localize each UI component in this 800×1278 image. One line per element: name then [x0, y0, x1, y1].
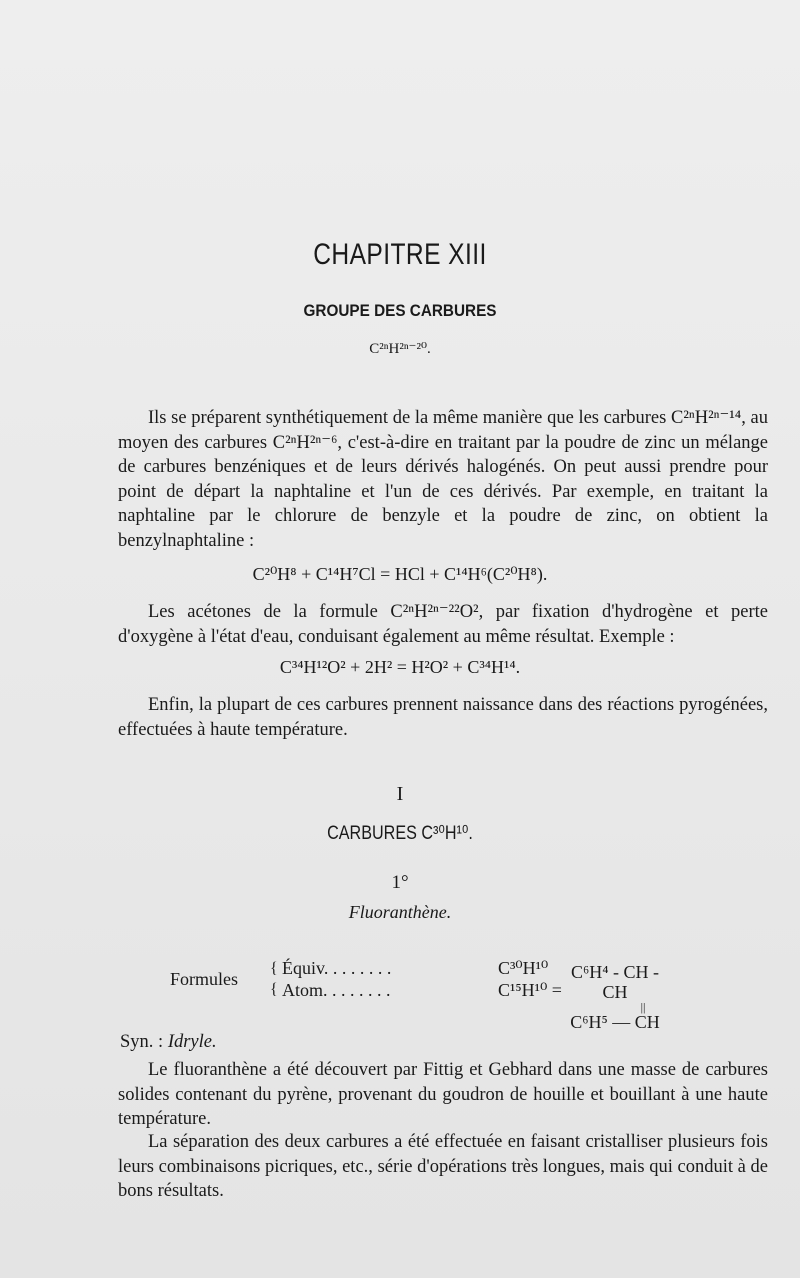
- paragraph-pyrogenic: Enfin, la plupart de ces carbures prennent naissance dans des réactions pyrogénées, effectuées à haute température.: [118, 695, 768, 740]
- paragraph-acetones: Les acétones de la formule C²ⁿH²ⁿ⁻²²O², par fixation d'hydrogène et perte d'oxygène à l'état d'eau, conduisant également au même résultat. Exemple :: [118, 602, 768, 647]
- synonym-line: [120, 1032, 217, 1053]
- brace-glyph: { {: [270, 960, 278, 998]
- structural-top: C⁶H⁴ - CH - CH: [570, 962, 660, 1002]
- reverse-side-bleed: [110, 85, 760, 107]
- synonym-value: Idryle.: [167, 1032, 217, 1052]
- group-formula: C²ⁿH²ⁿ⁻²⁰.: [369, 341, 431, 357]
- paragraph-discovery: Le fluoranthène a été découvert par Fittig et Gebhard dans une masse de carbures solides contenant du pyrène, provenant du goudron de houille et bouillant à une haute température.: [118, 1060, 768, 1129]
- equation-hydrogenation: C³⁴H¹²O² + 2H² = H²O² + C³⁴H¹⁴.: [279, 657, 521, 677]
- paragraph-separation: La séparation des deux carbures a été effectuée en faisant cristalliser plusieurs fois leurs combinaisons picriques, etc., série d'opérations très longues, mais qui conduit à de bons résultats.: [118, 1132, 768, 1201]
- compound-name: Fluoranthène.: [348, 902, 452, 922]
- structural-formula: [570, 962, 660, 1032]
- atom-formula: C¹⁵H¹⁰ =: [498, 980, 562, 1000]
- equiv-formula: C³⁰H¹⁰: [498, 958, 549, 978]
- group-title: GROUPE DES CARBURES: [303, 301, 497, 320]
- equiv-label: Équiv. . . . . . . .: [282, 958, 392, 978]
- section-number: I: [396, 783, 404, 805]
- section-title: CARBURES C³⁰H¹⁰.: [327, 823, 473, 844]
- synonym-label: Syn. :: [120, 1032, 164, 1052]
- chapter-heading: CHAPITRE XIII: [313, 238, 487, 271]
- equation-benzylnaphtaline: C²⁰H⁸ + C¹⁴H⁷Cl = HCl + C¹⁴H⁶(C²⁰H⁸).: [252, 564, 548, 584]
- formula-block: [170, 955, 710, 1045]
- structural-bottom: C⁶H⁵ — CH: [570, 1012, 660, 1032]
- paragraph-synthesis: Ils se préparent synthétiquement de la même manière que les carbures C²ⁿH²ⁿ⁻¹⁴, au moyen des carbures C²ⁿH²ⁿ⁻⁶, c'est-à-dire en traitant par la poudre de zinc un mélange de carbures benzéniques et de leurs dérivés halogénés. On peut aussi prendre pour point de départ la naphtaline et l'un de ces dérivés. Par exemple, en traitant la naphtaline par le chlorure de benzyle et la poudre de zinc, on obtient la benzylnaphtaline :: [118, 408, 768, 551]
- structural-double-bond: ||: [640, 1000, 646, 1014]
- subsection-number: 1°: [391, 872, 409, 893]
- formula-label: Formules: [170, 969, 239, 989]
- atom-label: Atom. . . . . . . .: [282, 980, 391, 1000]
